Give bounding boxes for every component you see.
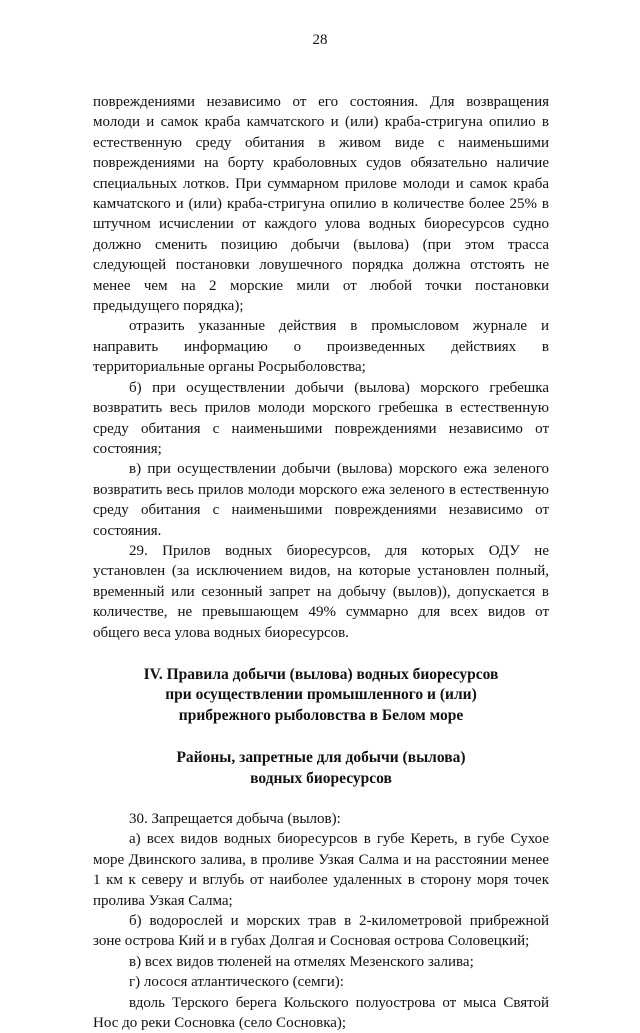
- paragraph-item-v: в) всех видов тюленей на отмелях Мезенского залива;: [129, 953, 474, 970]
- page-number: 28: [312, 32, 328, 48]
- paragraph-29: 29. Прилов водных биоресурсов, для которых ОДУ не установлен (за исключением видов, на которые установлен полный, временный или сезонный запрет на добычу (вылов)), допускается в количестве, не превышающем 49% суммарно для всех видов от общего веса улова водных биоресурсов.: [93, 542, 549, 641]
- paragraph-30: 30. Запрещается добыча (вылов):: [129, 811, 341, 827]
- section-heading-line: IV. Правила добычи (вылова) водных биоресурсов: [143, 665, 499, 683]
- paragraph-item-a: а) всех видов водных биоресурсов в губе Кереть, в губе Сухое море Двинского залива, в проливе Узкая Салма и на расстоянии менее 1 км к северу и вглубь от наиболее удаленных в сторону моря точек пролива Узкая Салма;: [93, 831, 549, 909]
- subheading: [93, 748, 549, 789]
- paragraph-item-b-scallop: б) при осуществлении добычи (вылова) морского гребешка возвратить весь прилов молоди морского гребешка в естественную среду обитания с наименьшими повреждениями независимо от состояния;: [93, 379, 549, 457]
- paragraph-continuation: повреждениями независимо от его состояния. Для возвращения молоди и самок краба камчатского и (или) краба-стригуна опилио в естественную среду обитания в живом виде с наименьшими повреждениями на борту краболовных судов обязательно наличие специальных лотков. При суммарном прилове молоди и самок краба камчатского и (или) краба-стригуна опилио в количестве более 25% в штучном исчислении от каждого улова водных биоресурсов судно должно сменить позицию добычи (вылова) (при этом трасса следующей постановки ловушечного порядка должна отстоять не менее чем на 2 морские мили от любой точки постановки предыдущего порядка);: [93, 94, 549, 315]
- subheading-line: Районы, запретные для добычи (вылова): [176, 749, 466, 767]
- section-heading-line: прибрежного рыболовства в Белом море: [178, 706, 464, 724]
- subheading-line: водных биоресурсов: [250, 769, 392, 787]
- paragraph-item-g: г) лосося атлантического (семги):: [129, 974, 344, 991]
- document-body: [93, 92, 549, 1033]
- paragraph-item-v-urchin: в) при осуществлении добычи (вылова) морского ежа зеленого возвратить весь прилов молоди морского ежа зеленого в естественную среду обитания с наименьшими повреждениями независимо от состояния.: [93, 461, 549, 539]
- section-heading: [93, 665, 549, 726]
- paragraph-journal: отразить указанные действия в промысловом журнале и направить информацию о произведенных действиях в территориальные органы Росрыболовства;: [93, 318, 549, 376]
- paragraph-item-b: б) водорослей и морских трав в 2-километровой прибрежной зоне острова Кий и в губах Долгая и Сосновая острова Соловецкий;: [93, 913, 549, 950]
- paragraph-terskiy-coast: вдоль Терского берега Кольского полуострова от мыса Святой Нос до реки Сосновка (село Сосновка);: [93, 994, 549, 1032]
- section-heading-line: при осуществлении промышленного и (или): [165, 686, 477, 704]
